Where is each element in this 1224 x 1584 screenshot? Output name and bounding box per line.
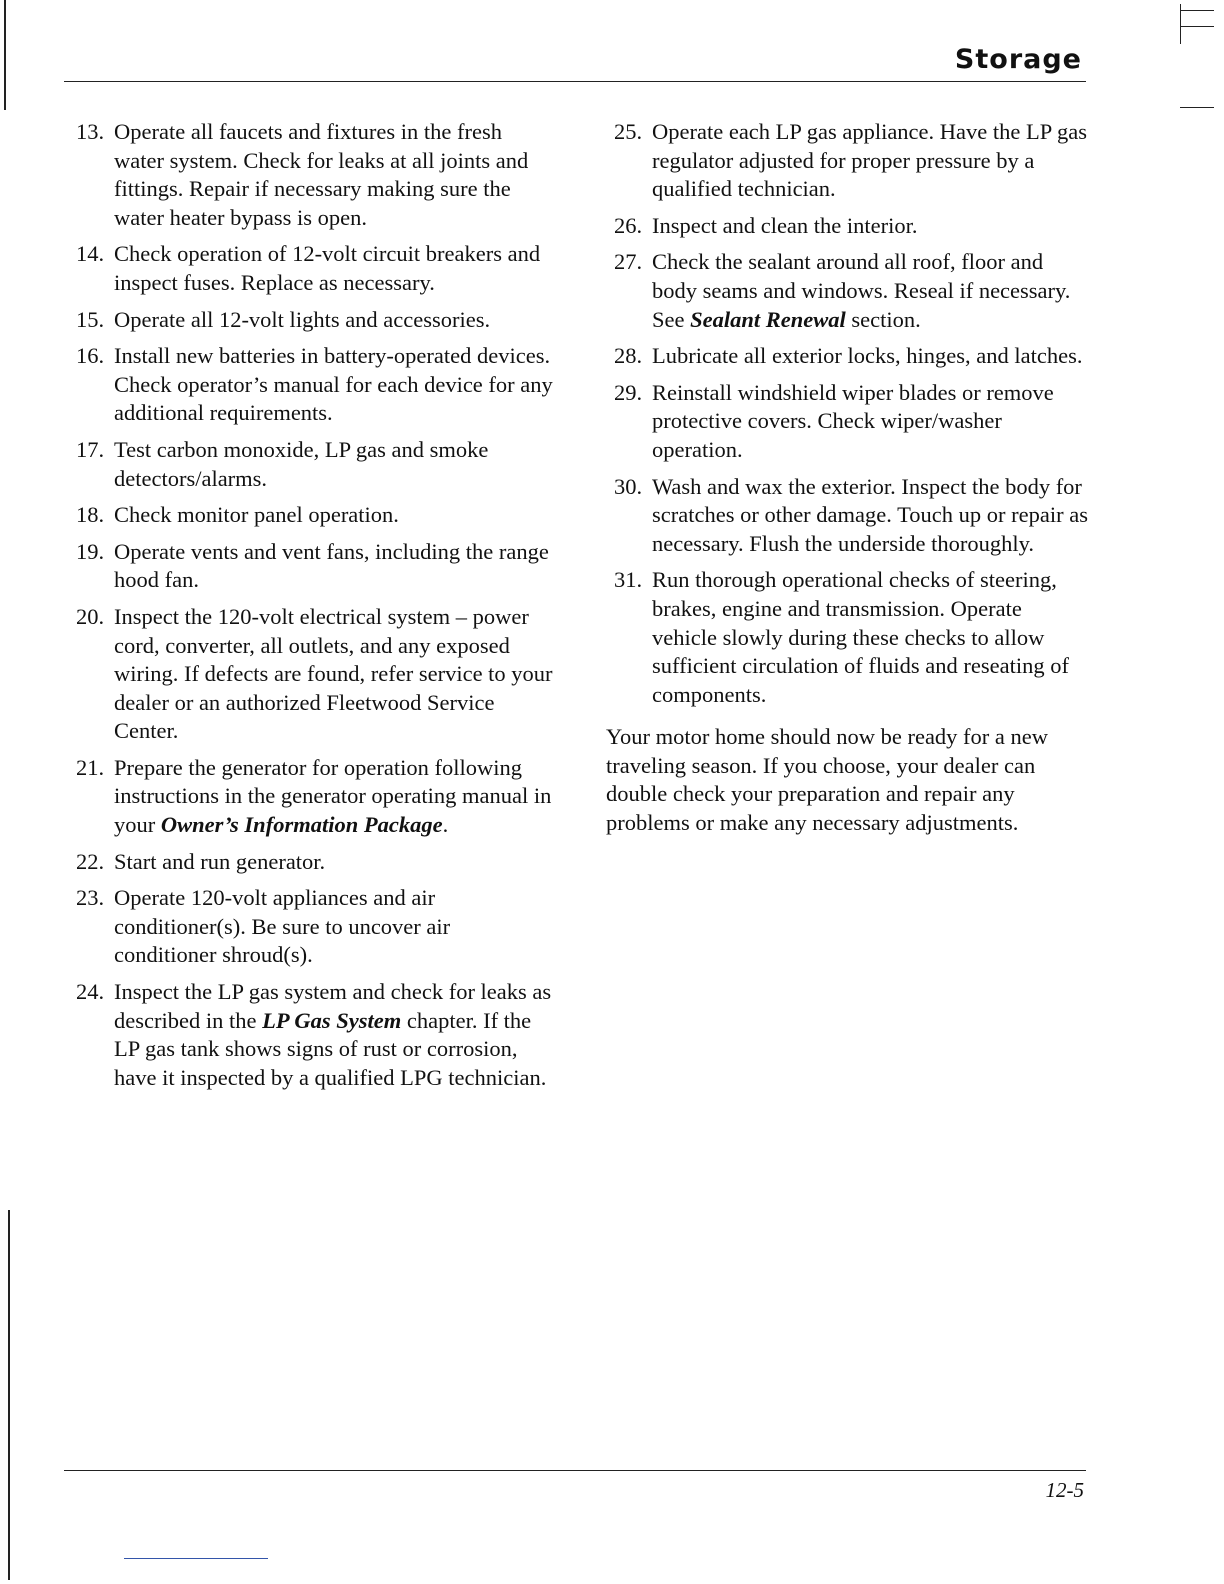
item-number: 28. <box>614 343 643 369</box>
list-item-17 <box>76 436 554 493</box>
item-number: 21. <box>76 754 105 780</box>
list-item-15 <box>76 306 554 335</box>
item-number: 18. <box>76 502 105 528</box>
scan-underline-mark <box>124 1558 268 1559</box>
item-text: Inspect and clean the interior. <box>652 212 918 238</box>
list-item-25 <box>614 118 1089 204</box>
list-item-20 <box>76 603 554 746</box>
item-number: 19. <box>76 538 105 564</box>
item-text: Operate vents and vent fans, including the range hood fan. <box>114 538 549 593</box>
scan-edge-line <box>8 1210 10 1580</box>
left-column <box>76 118 554 1100</box>
item-number: 14. <box>76 241 105 267</box>
item-text: Wash and wax the exterior. Inspect the body for scratches or other damage. Touch up or repair as necessary. Flush the underside thoroughly. <box>652 473 1088 556</box>
scan-edge-line <box>4 0 6 110</box>
page-number: 12-5 <box>1045 1478 1084 1502</box>
page-section-title: Storage <box>954 44 1082 75</box>
item-number: 13. <box>76 119 105 144</box>
list-item-26 <box>614 212 1089 241</box>
list-item-19 <box>76 538 554 595</box>
item-number: 24. <box>76 979 105 1005</box>
closing-paragraph: Your motor home should now be ready for a new traveling season. If you choose, your dealer can double check your preparation and repair any problems or make any necessary adjustments. <box>606 724 1049 836</box>
list-item-29 <box>614 379 1089 465</box>
binder-tab-mark <box>1180 10 1214 11</box>
list-item-31 <box>614 566 1089 709</box>
list-item-28 <box>614 342 1089 371</box>
item-number: 17. <box>76 436 105 462</box>
item-text <box>114 755 551 837</box>
emphasis-sealant-renewal: Sealant Renewal <box>690 306 846 332</box>
item-text <box>114 979 551 1090</box>
item-text: Operate each LP gas appliance. Have the LP gas regulator adjusted for proper pressure by a qualified technician. <box>652 119 1088 202</box>
list-item-13 <box>76 118 554 232</box>
item-text-part: chapter. If the LP gas tank shows signs of rust or corrosion, have it inspected by a qualified LPG technician. <box>114 1007 547 1090</box>
list-item-30 <box>614 473 1089 559</box>
list-item-16 <box>76 342 554 428</box>
item-number: 29. <box>614 379 643 405</box>
binder-tab-mark <box>1180 26 1214 27</box>
item-text: Reinstall windshield wiper blades or remove protective covers. Check wiper/washer operation. <box>652 379 1054 462</box>
item-text: Check monitor panel operation. <box>114 502 399 528</box>
item-number: 30. <box>614 473 643 499</box>
list-item-21 <box>76 754 554 840</box>
item-number: 25. <box>614 119 643 144</box>
item-number: 15. <box>76 306 105 332</box>
item-text: Operate 120-volt appliances and air conditioner(s). Be sure to uncover air conditioner shroud(s). <box>114 885 451 968</box>
right-column <box>606 118 1089 860</box>
item-text-part: Prepare the generator for operation following instructions in the generator operating manual in your <box>114 754 552 838</box>
item-number: 22. <box>76 848 105 874</box>
item-text: Inspect the 120-volt electrical system – power cord, converter, all outlets, and any exposed wiring. If defects are found, refer service to your dealer or an authorized Fleetwood Service Center. <box>114 603 553 744</box>
item-text: Operate all 12-volt lights and accessories. <box>114 306 491 332</box>
item-text: Lubricate all exterior locks, hinges, and latches. <box>652 343 1083 369</box>
emphasis-owners-information-package: Owner’s Information Package <box>160 812 443 838</box>
item-number: 20. <box>76 603 105 629</box>
list-item-14 <box>76 240 554 297</box>
emphasis-lp-gas-system: LP Gas System <box>262 1007 402 1033</box>
list-item-27 <box>614 248 1089 334</box>
item-text-part: Inspect the LP gas system and check for leaks as described in the <box>114 979 552 1033</box>
item-number: 26. <box>614 212 643 238</box>
header-divider <box>64 81 1086 82</box>
footer-divider <box>64 1470 1086 1471</box>
item-text-part: section. <box>845 306 921 332</box>
item-text-part: Check the sealant around all roof, floor and body seams and windows. Reseal if necessary. See <box>652 249 1071 332</box>
item-text: Install new batteries in battery-operated devices. Check operator’s manual for each device for any additional requirements. <box>114 343 553 426</box>
item-number: 27. <box>614 249 643 275</box>
item-text: Run thorough operational checks of steering, brakes, engine and transmission. Operate vehicle slowly during these checks to allow sufficient circulation of fluids and reseating of components. <box>652 567 1069 707</box>
item-text: Check operation of 12-volt circuit breakers and inspect fuses. Replace as necessary. <box>114 241 541 295</box>
item-text: Test carbon monoxide, LP gas and smoke detectors/alarms. <box>114 436 489 491</box>
item-text <box>652 249 1070 331</box>
list-item-23 <box>76 884 554 970</box>
item-text: Operate all faucets and fixtures in the fresh water system. Check for leaks at all joints and fittings. Repair if necessary making sure the water heater bypass is open. <box>114 119 529 230</box>
item-number: 23. <box>76 885 105 911</box>
item-number: 16. <box>76 343 105 369</box>
item-number: 31. <box>614 567 643 593</box>
list-item-18 <box>76 501 554 530</box>
item-text: Start and run generator. <box>114 848 326 874</box>
item-text-part: . <box>442 812 449 838</box>
list-item-22 <box>76 848 554 877</box>
binder-tab-mark <box>1180 107 1214 108</box>
list-item-24 <box>76 978 554 1092</box>
